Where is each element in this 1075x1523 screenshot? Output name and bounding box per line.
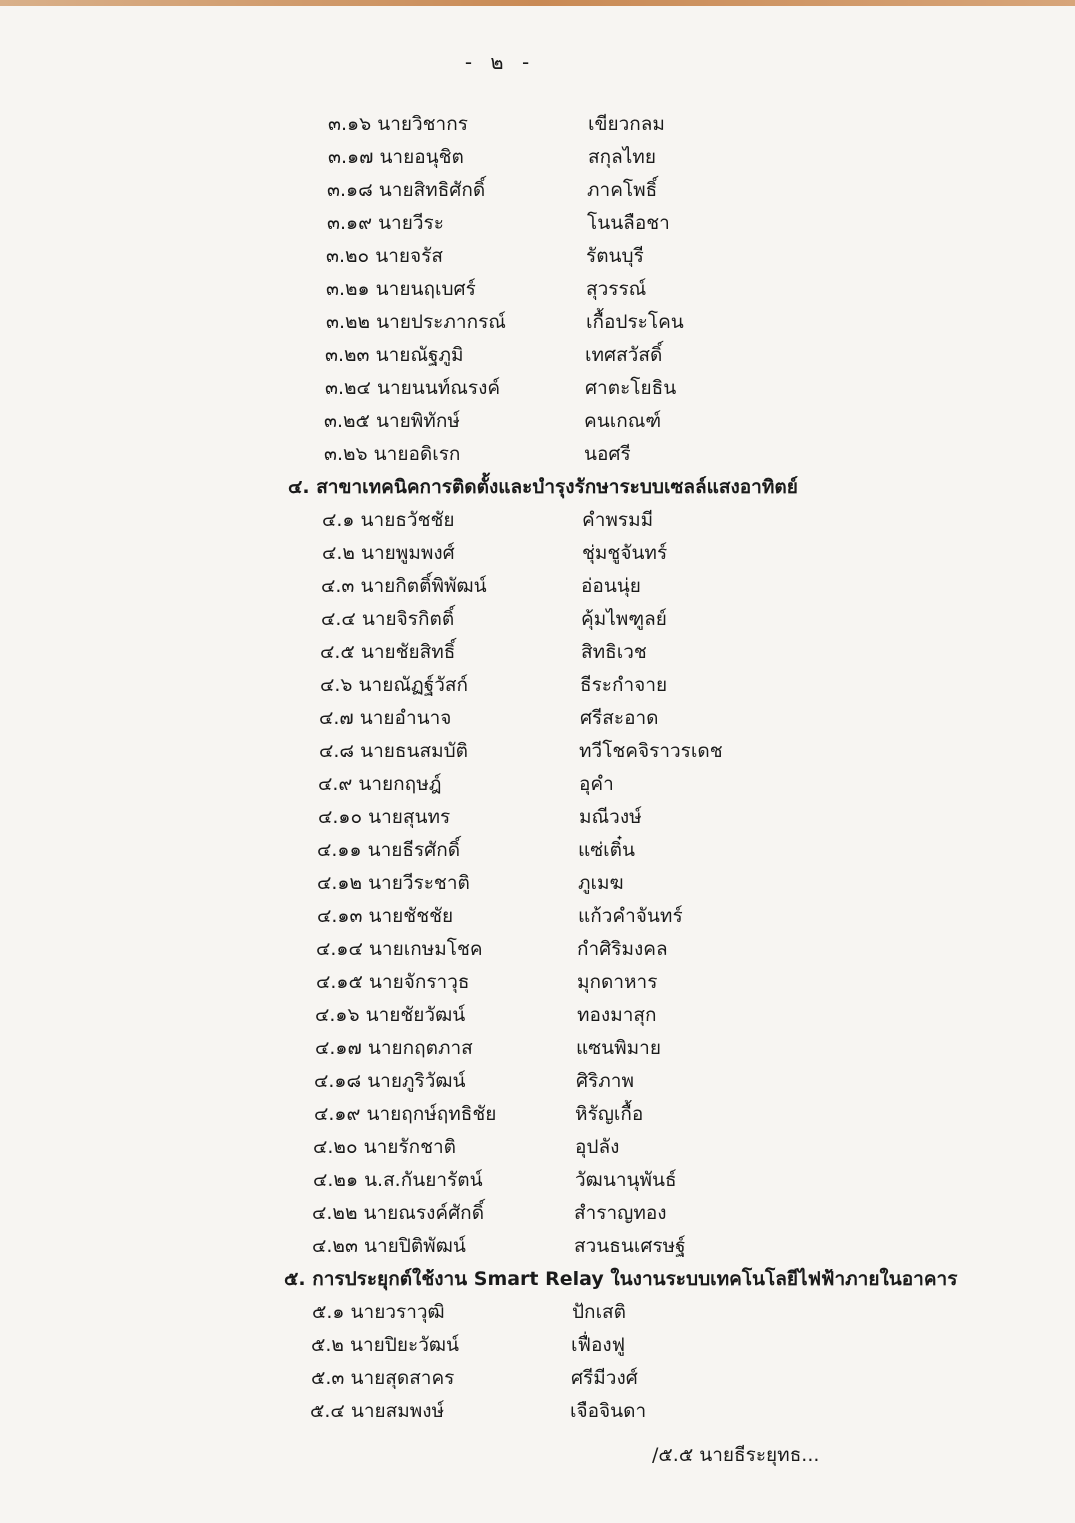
entry-number-name bbox=[312, 1296, 445, 1329]
section-5-heading: ๕. การประยุกต์ใช้งาน Smart Relay ในงานระบบเทคโนโลยีไฟฟ้าภายในอาคาร bbox=[284, 1268, 958, 1290]
entry-name: นายรักชาติ bbox=[363, 1136, 456, 1158]
entry-name: นายพิทักษ์ bbox=[375, 410, 460, 432]
entry-number-name bbox=[324, 438, 460, 471]
entry-number-name bbox=[318, 768, 441, 801]
scan-top-edge bbox=[0, 0, 1075, 6]
entry-number-name bbox=[316, 933, 483, 966]
list-item bbox=[0, 1329, 1075, 1362]
section-4-heading: ๔. สาขาเทคนิคการติดตั้งและบำรุงรักษาระบบเซลล์แสงอาทิตย์ bbox=[288, 476, 798, 498]
entry-surname: ภูเมฆ bbox=[578, 872, 624, 894]
entry-surname: ทวีโชคจิราวรเดช bbox=[579, 740, 723, 762]
section-4-list bbox=[0, 504, 1075, 1263]
list-item bbox=[0, 372, 1075, 405]
entry-number-name bbox=[314, 1098, 496, 1131]
entry-number: ๕.๔ bbox=[310, 1400, 345, 1422]
entry-surname: มณีวงษ์ bbox=[579, 806, 642, 828]
entry-surname: วัฒนานุพันธ์ bbox=[575, 1169, 677, 1191]
entry-name: นายชัยวัฒน์ bbox=[365, 1004, 466, 1026]
list-item bbox=[0, 768, 1075, 801]
entry-name: นายชัยสิทธิ์ bbox=[360, 641, 456, 663]
list-item bbox=[0, 735, 1075, 768]
entry-number-name bbox=[312, 1230, 466, 1263]
entry-surname: ศรีสะอาด bbox=[580, 707, 659, 729]
list-item bbox=[0, 1362, 1075, 1395]
entry-number-name bbox=[319, 735, 468, 768]
list-item bbox=[0, 1164, 1075, 1197]
entry-surname: สกุลไทย bbox=[588, 146, 656, 168]
entry-number: ๓.๒๕ bbox=[324, 410, 370, 432]
entry-name: นายกิตติ์พิพัฒน์ bbox=[360, 575, 487, 597]
entry-number: ๔.๒๒ bbox=[312, 1202, 358, 1224]
entry-surname: กำศิริมงคล bbox=[577, 938, 668, 960]
list-item bbox=[0, 240, 1075, 273]
entry-number-name bbox=[317, 867, 470, 900]
continuation-note: /๕.๕ นายธีระยุทธ... bbox=[652, 1444, 820, 1466]
entry-number: ๓.๒๔ bbox=[325, 377, 371, 399]
entry-surname: รัตนบุรี bbox=[586, 245, 644, 267]
entry-number: ๔.๘ bbox=[319, 740, 355, 762]
entry-number: ๔.๑๕ bbox=[316, 971, 363, 993]
list-item bbox=[0, 1131, 1075, 1164]
entry-number: ๔.๓ bbox=[321, 575, 355, 597]
entry-number: ๔.๒๐ bbox=[313, 1136, 358, 1158]
entry-number: ๓.๒๖ bbox=[324, 443, 368, 465]
entry-number-name bbox=[328, 141, 464, 174]
entry-number-name bbox=[320, 636, 455, 669]
entry-number: ๕.๑ bbox=[312, 1301, 345, 1323]
list-item bbox=[0, 1296, 1075, 1329]
list-item bbox=[0, 900, 1075, 933]
entry-name: นายกฤษฎ์ bbox=[358, 773, 442, 795]
entry-surname: สำราญทอง bbox=[574, 1202, 667, 1224]
list-item bbox=[0, 1395, 1075, 1428]
entry-name: นายเกษมโชค bbox=[368, 938, 483, 960]
list-item bbox=[0, 801, 1075, 834]
entry-number: ๓.๒๓ bbox=[325, 344, 370, 366]
list-item bbox=[0, 933, 1075, 966]
entry-name: นายวราวุฒิ bbox=[350, 1301, 445, 1323]
entry-number-name bbox=[321, 603, 454, 636]
entry-number: ๔.๑๙ bbox=[314, 1103, 361, 1125]
entry-name: นายภูริวัฒน์ bbox=[367, 1070, 466, 1092]
entry-number-name bbox=[325, 339, 464, 372]
page-number: - ๒ - bbox=[464, 50, 536, 74]
entry-name: นายอดิเรก bbox=[373, 443, 461, 465]
entry-name: นายฤกษ์ฤทธิชัย bbox=[366, 1103, 497, 1125]
list-item bbox=[0, 636, 1075, 669]
list-item bbox=[0, 504, 1075, 537]
name-list bbox=[0, 108, 1075, 1428]
list-item bbox=[0, 339, 1075, 372]
entry-number-name bbox=[311, 1362, 454, 1395]
entry-name: นายธีรศักดิ์ bbox=[367, 839, 461, 861]
list-item bbox=[0, 1065, 1075, 1098]
entry-number-name bbox=[326, 273, 476, 306]
list-item bbox=[0, 207, 1075, 240]
entry-number-name bbox=[327, 207, 444, 240]
entry-name: นายชัชชัย bbox=[368, 905, 454, 927]
entry-name: นายอนุชิต bbox=[379, 146, 464, 168]
entry-number-name bbox=[313, 1131, 456, 1164]
list-item bbox=[0, 603, 1075, 636]
entry-number: ๔.๒๑ bbox=[313, 1169, 359, 1191]
list-item bbox=[0, 273, 1075, 306]
entry-name: นายนฤเบศร์ bbox=[375, 278, 476, 300]
entry-surname: อ่อนนุ่ย bbox=[581, 575, 641, 597]
entry-number: ๓.๑๖ bbox=[328, 113, 372, 135]
entry-name: นายประภากรณ์ bbox=[376, 311, 506, 333]
entry-name: นายสมพงษ์ bbox=[350, 1400, 445, 1422]
entry-surname: เจือจินดา bbox=[570, 1400, 647, 1422]
entry-surname: คนเกณฑ์ bbox=[584, 410, 662, 432]
entry-surname: ศาตะโยธิน bbox=[585, 377, 677, 399]
entry-number: ๓.๒๑ bbox=[326, 278, 370, 300]
entry-number-name bbox=[320, 669, 468, 702]
entry-number-name bbox=[310, 1395, 444, 1428]
section-3-list bbox=[0, 108, 1075, 471]
entry-name: นายสุนทร bbox=[368, 806, 451, 828]
entry-number-name bbox=[316, 966, 470, 999]
list-item bbox=[0, 1098, 1075, 1131]
entry-number-name bbox=[326, 306, 506, 339]
entry-surname: ปักเสติ bbox=[572, 1301, 626, 1323]
entry-name: น.ส.กันยารัตน์ bbox=[364, 1169, 483, 1191]
entry-name: นายณัฏฐ์วัสก์ bbox=[358, 674, 468, 696]
entry-number-name bbox=[319, 702, 451, 735]
entry-number-name bbox=[321, 570, 487, 603]
entry-number: ๓.๑๗ bbox=[328, 146, 374, 168]
list-item bbox=[0, 702, 1075, 735]
entry-number-name bbox=[322, 504, 455, 537]
list-item bbox=[0, 867, 1075, 900]
entry-number-name bbox=[314, 1065, 466, 1098]
list-item bbox=[0, 834, 1075, 867]
entry-number: ๔.๗ bbox=[319, 707, 354, 729]
entry-surname: ศิริภาพ bbox=[576, 1070, 634, 1092]
entry-surname: แซ่เติ๋น bbox=[578, 839, 635, 861]
entry-number: ๓.๑๘ bbox=[327, 179, 373, 201]
entry-number: ๔.๔ bbox=[321, 608, 356, 630]
entry-name: นายนนท์ณรงค์ bbox=[376, 377, 501, 399]
entry-number: ๔.๑๘ bbox=[314, 1070, 362, 1092]
entry-number-name bbox=[315, 1032, 473, 1065]
entry-number-name bbox=[327, 174, 485, 207]
entry-name: นายธนสมบัติ bbox=[360, 740, 469, 762]
entry-number-name bbox=[322, 537, 455, 570]
entry-name: นายจักราวุธ bbox=[368, 971, 470, 993]
entry-number: ๔.๒๓ bbox=[312, 1235, 358, 1257]
list-item bbox=[0, 570, 1075, 603]
entry-surname: สุวรรณ์ bbox=[586, 278, 647, 300]
entry-surname: แก้วคำจันทร์ bbox=[578, 905, 683, 927]
entry-name: นายวีระ bbox=[378, 212, 444, 234]
entry-number-name bbox=[317, 900, 453, 933]
entry-surname: ทองมาสุก bbox=[577, 1004, 657, 1026]
entry-name: นายจรัส bbox=[375, 245, 443, 267]
entry-number: ๕.๒ bbox=[311, 1334, 344, 1356]
entry-number: ๔.๒ bbox=[322, 542, 355, 564]
entry-surname: ภาคโพธิ์ bbox=[587, 179, 658, 201]
entry-number: ๔.๑๓ bbox=[317, 905, 363, 927]
entry-surname: หิรัญเกื้อ bbox=[575, 1103, 644, 1125]
entry-surname: คุ้มไพฑูลย์ bbox=[581, 608, 667, 630]
entry-name: นายกฤตภาส bbox=[367, 1037, 473, 1059]
list-item bbox=[0, 141, 1075, 174]
entry-name: นายณัฐภูมิ bbox=[375, 344, 464, 366]
entry-number-name bbox=[318, 801, 450, 834]
entry-number: ๕.๓ bbox=[311, 1367, 345, 1389]
entry-number-name bbox=[326, 240, 443, 273]
entry-name: นายวีระชาติ bbox=[368, 872, 470, 894]
list-item bbox=[0, 174, 1075, 207]
entry-number-name bbox=[313, 1164, 483, 1197]
entry-number-name bbox=[328, 108, 468, 141]
entry-surname: เกื้อประโคน bbox=[586, 311, 684, 333]
entry-name: นายณรงค์ศักดิ์ bbox=[363, 1202, 485, 1224]
entry-number-name bbox=[311, 1329, 459, 1362]
entry-surname: อุปลัง bbox=[575, 1136, 620, 1158]
entry-number-name bbox=[324, 405, 460, 438]
entry-surname: คำพรมมี bbox=[582, 509, 654, 531]
entry-surname: แซนพิมาย bbox=[576, 1037, 661, 1059]
entry-surname: เทศสวัสดิ์ bbox=[585, 344, 663, 366]
list-item bbox=[0, 1197, 1075, 1230]
entry-surname: สวนธนเศรษฐ์ bbox=[574, 1235, 686, 1257]
entry-name: นายพูมพงศ์ bbox=[361, 542, 455, 564]
entry-name: นายอำนาจ bbox=[359, 707, 452, 729]
list-item bbox=[0, 966, 1075, 999]
entry-surname: เขียวกลม bbox=[588, 113, 665, 135]
entry-number: ๔.๙ bbox=[318, 773, 353, 795]
entry-number-name bbox=[325, 372, 500, 405]
entry-surname: ชุ่มชูจันทร์ bbox=[582, 542, 668, 564]
entry-name: นายสุดสาคร bbox=[350, 1367, 455, 1389]
entry-number: ๔.๑๒ bbox=[317, 872, 363, 894]
entry-number: ๔.๑๔ bbox=[316, 938, 363, 960]
entry-name: นายจิรกิตติ์ bbox=[361, 608, 455, 630]
list-item bbox=[0, 537, 1075, 570]
list-item bbox=[0, 1230, 1075, 1263]
entry-number: ๓.๒๐ bbox=[326, 245, 370, 267]
list-item bbox=[0, 669, 1075, 702]
entry-surname: เฟื่องฟู bbox=[571, 1334, 626, 1356]
list-item bbox=[0, 1032, 1075, 1065]
entry-number: ๔.๑ bbox=[322, 509, 355, 531]
entry-number: ๔.๑๑ bbox=[317, 839, 362, 861]
list-item bbox=[0, 999, 1075, 1032]
entry-number: ๔.๑๗ bbox=[315, 1037, 362, 1059]
entry-number-name bbox=[315, 999, 465, 1032]
list-item bbox=[0, 438, 1075, 471]
entry-name: นายปิติพัฒน์ bbox=[363, 1235, 466, 1257]
entry-surname: นอศรี bbox=[584, 443, 631, 465]
entry-name: นายธวัชชัย bbox=[360, 509, 455, 531]
entry-number: ๔.๑๖ bbox=[315, 1004, 360, 1026]
entry-surname: อุคำ bbox=[579, 773, 614, 795]
entry-surname: สิทธิเวช bbox=[581, 641, 647, 663]
entry-number: ๓.๒๒ bbox=[326, 311, 371, 333]
entry-number: ๔.๖ bbox=[320, 674, 353, 696]
list-item bbox=[0, 405, 1075, 438]
entry-number: ๔.๕ bbox=[320, 641, 355, 663]
entry-number-name bbox=[312, 1197, 484, 1230]
list-item bbox=[0, 108, 1075, 141]
entry-number: ๔.๑๐ bbox=[318, 806, 363, 828]
section-5-list bbox=[0, 1296, 1075, 1428]
entry-surname: มุกดาหาร bbox=[577, 971, 658, 993]
entry-number-name bbox=[317, 834, 460, 867]
entry-name: นายสิทธิศักดิ์ bbox=[378, 179, 486, 201]
entry-surname: โนนลือชา bbox=[587, 212, 670, 234]
entry-surname: ศรีมีวงศ์ bbox=[571, 1367, 638, 1389]
entry-number: ๓.๑๙ bbox=[327, 212, 373, 234]
list-item bbox=[0, 306, 1075, 339]
entry-name: นายวิชากร bbox=[377, 113, 468, 135]
entry-name: นายปิยะวัฒน์ bbox=[350, 1334, 460, 1356]
entry-surname: ธีระกำจาย bbox=[580, 674, 668, 696]
